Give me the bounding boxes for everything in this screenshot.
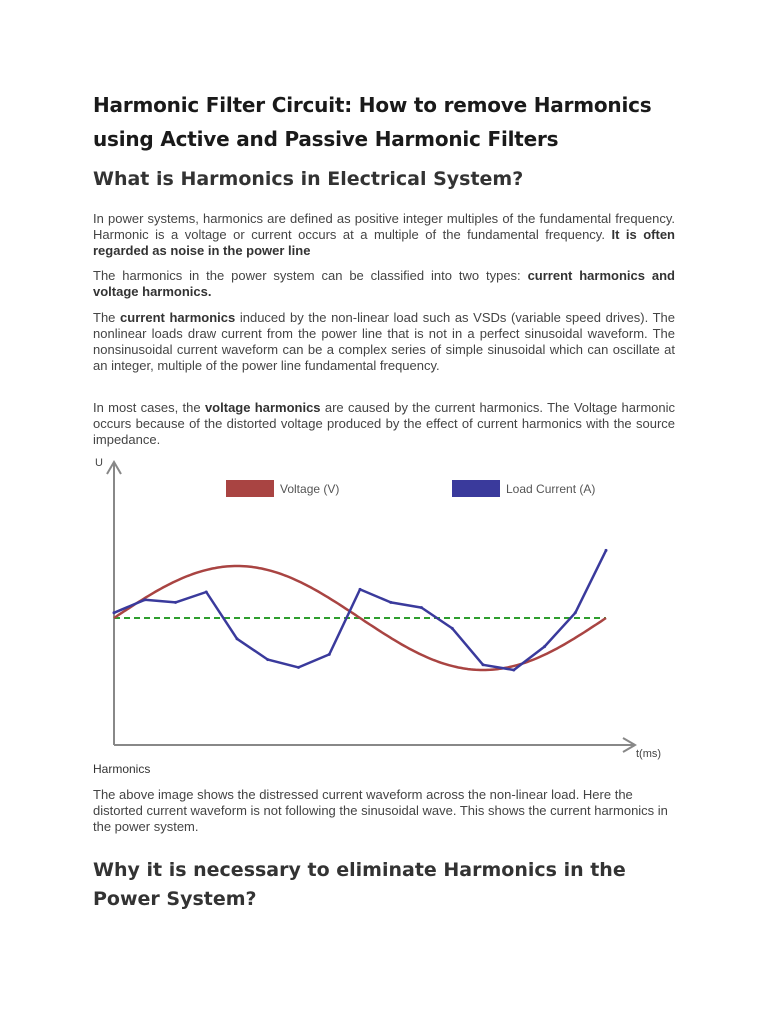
current-point <box>236 637 239 640</box>
current-point <box>113 611 116 614</box>
x-axis-arrow <box>623 738 635 752</box>
paragraph-bold: It is often regarded as noise in the power line <box>93 227 675 258</box>
current-point <box>266 658 269 661</box>
paragraph-text: induced by the non-linear load such as VSDs (variable speed drives). The nonlinear loads draw current from the power line that is not in a perfect sinusoidal waveform. The nonsinusoidal current waveform can be a complex series of simple sinusoidal which can oscillate at an integer, multiple of the power line fundamental frequency. <box>93 310 675 373</box>
current-point <box>143 598 146 601</box>
legend-label: Voltage (V) <box>280 482 340 496</box>
section-heading: Why it is necessary to eliminate Harmonics in the Power System? <box>93 859 626 910</box>
legend-label: Load Current (A) <box>506 482 596 496</box>
paragraph-text: The harmonics in the power system can be classified into two types: <box>93 268 528 283</box>
paragraph-bold: current harmonics and voltage harmonics. <box>93 268 675 299</box>
current-point <box>174 601 177 604</box>
figure-caption: Harmonics <box>93 762 151 776</box>
current-point <box>420 606 423 609</box>
current-series-line <box>114 550 606 670</box>
y-axis-arrow <box>107 462 121 474</box>
paragraph <box>93 400 675 448</box>
y-axis-label: U <box>95 457 103 469</box>
chart-legend <box>226 480 595 497</box>
paragraph-text: In power systems, harmonics are defined as positive integer multiples of the fundamental frequency. Harmonic is a voltage or current occurs at a multiple of the fundamental frequency. <box>93 211 675 242</box>
current-point <box>451 627 454 630</box>
x-axis-label: t(ms) <box>636 748 662 760</box>
legend-swatch <box>226 480 274 497</box>
paragraph-lead: The <box>93 310 121 325</box>
paragraph-bold: voltage harmonics <box>204 400 321 415</box>
section-heading: What is Harmonics in Electrical System? <box>93 168 524 190</box>
page-title: Harmonic Filter Circuit: How to remove Harmonics using Active and Passive Harmonic Filters <box>93 93 652 151</box>
legend-swatch <box>452 480 500 497</box>
current-point <box>605 549 608 552</box>
paragraph-text: The above image shows the distressed current waveform across the non-linear load. Here the distorted current waveform is not following the sinusoidal wave. This shows the current harmonics in the power system. <box>93 787 668 834</box>
current-point <box>297 666 300 669</box>
paragraph <box>93 268 675 300</box>
current-point <box>389 601 392 604</box>
current-point <box>574 611 577 614</box>
current-point <box>512 669 515 672</box>
chart-marks <box>113 549 608 672</box>
paragraph <box>93 310 675 374</box>
paragraph-lead: In most cases, the <box>93 400 205 415</box>
current-point <box>482 663 485 666</box>
current-point <box>543 645 546 648</box>
chart-axes <box>95 457 661 760</box>
current-point <box>359 588 362 591</box>
current-point <box>205 591 208 594</box>
current-point <box>328 653 331 656</box>
voltage-series-line <box>114 566 606 670</box>
paragraph-text: are caused by the current harmonics. The Voltage harmonic occurs because of the distorted voltage produced by the effect of current harmonics with the source impedance. <box>93 400 675 447</box>
paragraph-bold: current harmonics <box>120 310 236 325</box>
paragraph <box>93 787 675 835</box>
paragraph <box>93 211 675 259</box>
